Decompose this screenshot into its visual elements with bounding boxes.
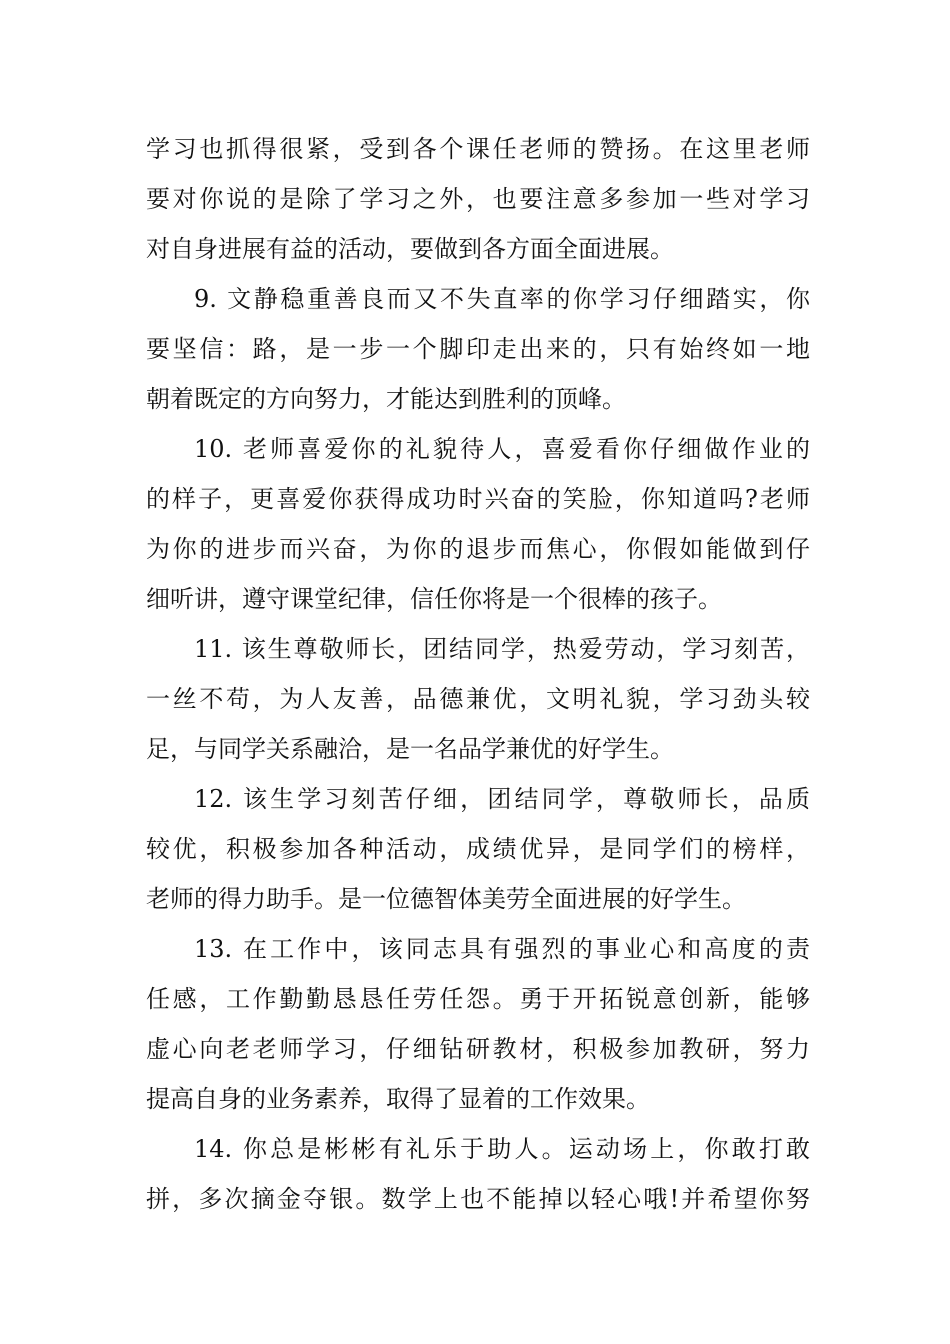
text-line: 对自身进展有益的活动，要做到各方面全面进展。: [146, 235, 674, 263]
text-line: 任感，工作勤勤恳恳任劳任怨。勇于开拓锐意创新，能够: [146, 985, 810, 1013]
document-body: [146, 124, 810, 1224]
text-line: 11. 该生尊敬师长，团结同学，热爱劳动，学习刻苦，: [194, 635, 810, 663]
text-line: 的样子，更喜爱你获得成功时兴奋的笑脸，你知道吗?老师: [146, 485, 810, 513]
text-line: 13. 在工作中，该同志具有强烈的事业心和高度的责: [194, 935, 810, 963]
text-line: 足，与同学关系融洽，是一名品学兼优的好学生。: [146, 735, 674, 763]
text-line: 提高自身的业务素养，取得了显着的工作效果。: [146, 1085, 650, 1113]
text-line: 要坚信：路，是一步一个脚印走出来的，只有始终如一地: [146, 335, 810, 363]
text-line: 14. 你总是彬彬有礼乐于助人。运动场上，你敢打敢: [194, 1135, 810, 1163]
text-line: 10. 老师喜爱你的礼貌待人，喜爱看你仔细做作业的: [194, 435, 810, 463]
text-line: 细听讲，遵守课堂纪律，信任你将是一个很棒的孩子。: [146, 585, 722, 613]
text-line: 要对你说的是除了学习之外，也要注意多参加一些对学习: [146, 185, 810, 213]
text-line: 朝着既定的方向努力，才能达到胜利的顶峰。: [146, 385, 626, 413]
text-line: 9. 文静稳重善良而又不失直率的你学习仔细踏实，你: [194, 285, 810, 313]
text-line: 学习也抓得很紧，受到各个课任老师的赞扬。在这里老师: [146, 135, 810, 163]
text-line: 为你的进步而兴奋，为你的退步而焦心，你假如能做到仔: [146, 535, 810, 563]
text-line: 12. 该生学习刻苦仔细，团结同学，尊敬师长，品质: [194, 785, 810, 813]
text-line: 一丝不苟，为人友善，品德兼优，文明礼貌，学习劲头较: [146, 685, 810, 713]
text-line: 较优，积极参加各种活动，成绩优异，是同学们的榜样，: [146, 835, 810, 863]
text-line: 拼，多次摘金夺银。数学上也不能掉以轻心哦!并希望你努: [146, 1185, 810, 1213]
text-line: 老师的得力助手。是一位德智体美劳全面进展的好学生。: [146, 885, 746, 913]
text-line: 虚心向老老师学习，仔细钻研教材，积极参加教研，努力: [146, 1035, 810, 1063]
